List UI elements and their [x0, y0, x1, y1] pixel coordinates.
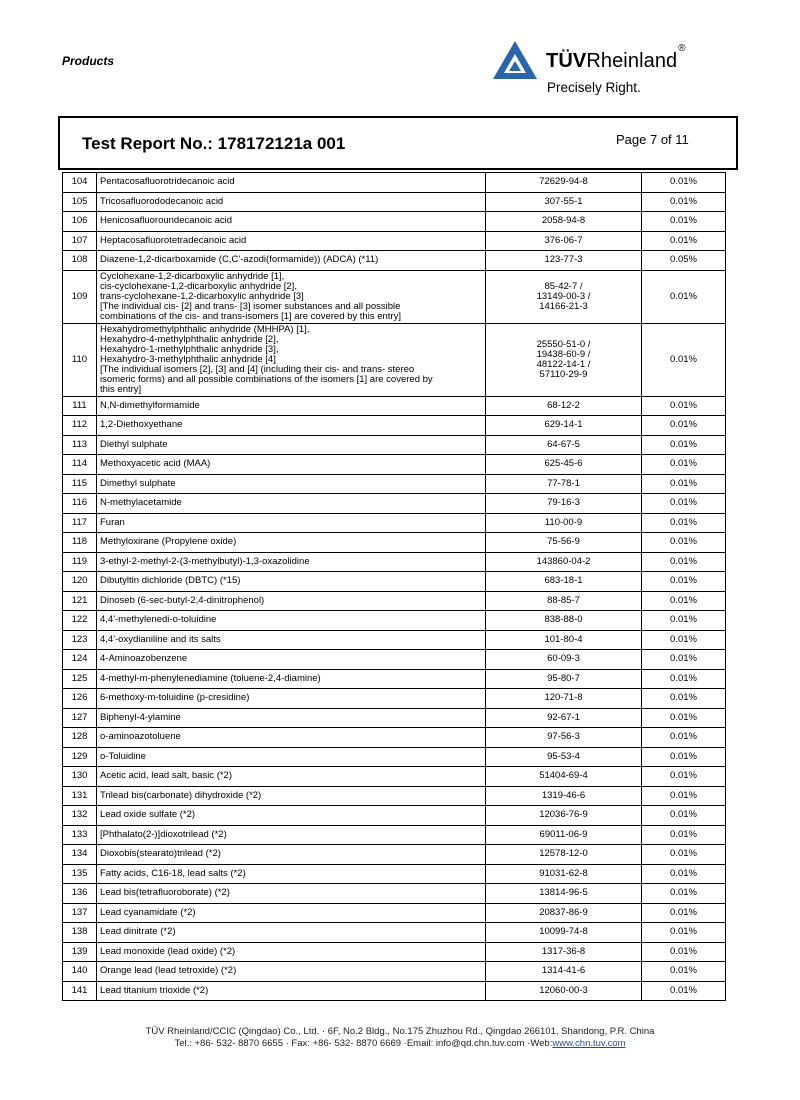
table-row [63, 806, 726, 826]
cas-number-line: 97-56-3 [547, 731, 580, 743]
cas-number [486, 864, 642, 884]
row-number: 137 [63, 903, 97, 923]
substance-name-line: o-Toluidine [100, 750, 146, 762]
report-title: Test Report No.: 178172121a 001 [82, 134, 346, 153]
substance-name [97, 669, 486, 689]
table-row [63, 552, 726, 572]
cas-number [486, 173, 642, 193]
row-number: 119 [63, 552, 97, 572]
row-number: 107 [63, 231, 97, 251]
substance-name-line: Pentacosafluorotridecanoic acid [100, 176, 235, 188]
cas-number-line: 95-53-4 [547, 750, 580, 762]
substance-name-line: [Phthalato(2-)]dioxotrilead (*2) [100, 828, 227, 840]
table-row [63, 825, 726, 845]
row-number: 105 [63, 192, 97, 212]
cas-number-line: 120-71-8 [544, 692, 583, 704]
table-row [63, 416, 726, 436]
table-row [63, 747, 726, 767]
table-row [63, 494, 726, 514]
cas-number [486, 455, 642, 475]
substance-name-line: Henicosafluoroundecanoic acid [100, 215, 233, 227]
substance-name-line: Acetic acid, lead salt, basic (*2) [100, 770, 233, 782]
substance-table [62, 172, 726, 1001]
cas-number-line: 77-78-1 [547, 477, 580, 489]
cas-number [486, 669, 642, 689]
table-row [63, 611, 726, 631]
substance-name [97, 689, 486, 709]
cas-number [486, 981, 642, 1001]
tuv-rheinland-logo [492, 38, 732, 100]
substance-name [97, 708, 486, 728]
limit-value: 0.01% [642, 767, 726, 787]
row-number: 115 [63, 474, 97, 494]
substance-name [97, 962, 486, 982]
cas-number [486, 416, 642, 436]
substance-name-line: Hexahydro-3-methylphthalic anhydride [4] [100, 353, 276, 365]
row-number: 121 [63, 591, 97, 611]
cas-number-line: 376-06-7 [544, 234, 583, 246]
limit-value: 0.01% [642, 474, 726, 494]
substance-name-line: Dibutyltin dichloride (DBTC) (*15) [100, 575, 241, 587]
cas-number [486, 192, 642, 212]
report-header-box [58, 116, 738, 170]
cas-number-line: 1314-41-6 [541, 965, 586, 977]
cas-number-line: 51404-69-4 [539, 770, 588, 782]
website-link[interactable]: www.chn.tuv.com [552, 1037, 626, 1049]
substance-name [97, 513, 486, 533]
row-number: 134 [63, 845, 97, 865]
cas-number-line: 48122-14-1 / [536, 358, 591, 370]
table-row [63, 884, 726, 904]
substance-name-line: Lead dinitrate (*2) [100, 926, 176, 938]
row-number: 127 [63, 708, 97, 728]
limit-value: 0.01% [642, 747, 726, 767]
cas-number [486, 572, 642, 592]
substance-name [97, 323, 486, 396]
row-number: 129 [63, 747, 97, 767]
row-number: 132 [63, 806, 97, 826]
cas-number-line: 10099-74-8 [539, 926, 588, 938]
substance-name-line: Tricosafluorododecanoic acid [100, 195, 224, 207]
substance-name-line: Dimethyl sulphate [100, 477, 176, 489]
cas-number-line: 110-00-9 [544, 516, 583, 528]
cas-number [486, 962, 642, 982]
substance-name [97, 981, 486, 1001]
substance-name-line: 4-Aminoazobenzene [100, 653, 188, 665]
limit-value: 0.01% [642, 962, 726, 982]
limit-value: 0.01% [642, 552, 726, 572]
cas-number [486, 533, 642, 553]
row-number: 139 [63, 942, 97, 962]
limit-value: 0.01% [642, 689, 726, 709]
row-number: 109 [63, 270, 97, 323]
limit-value: 0.01% [642, 884, 726, 904]
cas-number [486, 650, 642, 670]
cas-number-line: 625-45-6 [544, 458, 583, 470]
substance-name-line: Hexahydro-1-methylphthalic anhydride [3], [100, 343, 279, 355]
substance-name [97, 630, 486, 650]
limit-value: 0.01% [642, 572, 726, 592]
cas-number-line: 683-18-1 [544, 575, 583, 587]
logo-wordmark: TÜVRheinland® [546, 43, 686, 72]
table-row [63, 533, 726, 553]
table-row [63, 923, 726, 943]
substance-name [97, 455, 486, 475]
cas-number [486, 270, 642, 323]
cas-number-line: 95-80-7 [547, 672, 580, 684]
substance-name [97, 173, 486, 193]
row-number: 120 [63, 572, 97, 592]
substance-name-line: Lead oxide sulfate (*2) [100, 809, 196, 821]
cas-number [486, 591, 642, 611]
cas-number [486, 767, 642, 787]
limit-value: 0.01% [642, 212, 726, 232]
table-row [63, 864, 726, 884]
table-row [63, 212, 726, 232]
limit-value: 0.01% [642, 455, 726, 475]
cas-number [486, 786, 642, 806]
limit-value: 0.01% [642, 845, 726, 865]
table-row [63, 708, 726, 728]
limit-value: 0.01% [642, 611, 726, 631]
limit-value: 0.01% [642, 650, 726, 670]
cas-number [486, 396, 642, 416]
cas-number [486, 323, 642, 396]
row-number: 111 [63, 396, 97, 416]
substance-name [97, 845, 486, 865]
substance-name-line: [The individual isomers [2], [3] and [4] (including their cis- and trans- stereo [100, 363, 415, 375]
substance-name [97, 611, 486, 631]
substance-name-line: Heptacosafluorotetradecanoic acid [100, 234, 247, 246]
row-number: 140 [63, 962, 97, 982]
limit-value: 0.01% [642, 806, 726, 826]
cas-number-line: 64-67-5 [547, 438, 580, 450]
table-row [63, 231, 726, 251]
cas-number-line: 123-77-3 [544, 254, 583, 266]
substance-name-line: Fatty acids, C16-18, lead salts (*2) [100, 867, 246, 879]
cas-number [486, 942, 642, 962]
footer-address: TÜV Rheinland/CCIC (Qingdao) Co., Ltd. · 6F, No.2 Bldg., No.175 Zhuzhou Rd., Qingdao 266101, Shandong, P.R. China [145, 1026, 655, 1037]
cas-number [486, 231, 642, 251]
limit-value: 0.01% [642, 192, 726, 212]
substance-name-line: Hexahydro-4-methylphthalic anhydride [2], [100, 333, 279, 345]
substance-name-line: 6-methoxy-m-toluidine (p-cresidine) [100, 692, 250, 704]
limit-value: 0.05% [642, 251, 726, 271]
table-row [63, 435, 726, 455]
substance-name [97, 728, 486, 748]
table-row [63, 669, 726, 689]
table-row [63, 251, 726, 271]
substance-name-line: Lead titanium trioxide (*2) [100, 984, 209, 996]
cas-number [486, 708, 642, 728]
cas-number-line: 19438-60-9 / [536, 348, 591, 360]
section-label: Products [62, 54, 115, 68]
substance-name-line: isomeric forms) and all possible combinations of the isomers [1] are covered by [100, 373, 433, 385]
table-row [63, 323, 726, 396]
limit-value: 0.01% [642, 669, 726, 689]
table-row [63, 767, 726, 787]
cas-number [486, 747, 642, 767]
limit-value: 0.01% [642, 942, 726, 962]
substance-name-line: N-methylacetamide [100, 497, 182, 509]
cas-number-line: 12060-00-3 [539, 984, 588, 996]
table-row [63, 630, 726, 650]
limit-value: 0.01% [642, 864, 726, 884]
substance-name-line: 4,4'-oxydianiline and its salts [100, 633, 221, 645]
substance-name-line: 4,4'-methylenedi-o-toluidine [100, 614, 217, 626]
cas-number-line: 14166-21-3 [539, 300, 588, 312]
substance-name-line: Diazene-1,2-dicarboxamide (C,C'-azodi(formamide)) (ADCA) (*11) [100, 254, 379, 266]
substance-name [97, 825, 486, 845]
substance-name-line: Lead bis(tetrafluoroborate) (*2) [100, 887, 230, 899]
table-row [63, 981, 726, 1001]
substance-name-line: Hexahydromethylphthalic anhydride (MHHPA) [1], [100, 323, 310, 335]
row-number: 130 [63, 767, 97, 787]
limit-value: 0.01% [642, 173, 726, 193]
table-row [63, 962, 726, 982]
cas-number [486, 884, 642, 904]
table-row [63, 192, 726, 212]
cas-number-line: 72629-94-8 [539, 176, 588, 188]
substance-name [97, 806, 486, 826]
cas-number [486, 845, 642, 865]
substance-name-line: Diethyl sulphate [100, 438, 168, 450]
substance-name [97, 212, 486, 232]
substance-name-line: o-aminoazotoluene [100, 731, 181, 743]
cas-number-line: 20837-86-9 [539, 906, 588, 918]
row-number: 126 [63, 689, 97, 709]
substance-name-line: 1,2-Diethoxyethane [100, 419, 183, 431]
limit-value: 0.01% [642, 416, 726, 436]
substance-name [97, 192, 486, 212]
row-number: 122 [63, 611, 97, 631]
substance-name [97, 396, 486, 416]
page-footer [0, 1026, 800, 1049]
cas-number-line: 60-09-3 [547, 653, 580, 665]
cas-number-line: 92-67-1 [547, 711, 580, 723]
cas-number [486, 825, 642, 845]
substance-name-line: 4-methyl-m-phenylenediamine (toluene-2,4-diamine) [100, 672, 321, 684]
row-number: 133 [63, 825, 97, 845]
row-number: 131 [63, 786, 97, 806]
substance-name-line: Lead cyanamidate (*2) [100, 906, 196, 918]
table-row [63, 572, 726, 592]
row-number: 135 [63, 864, 97, 884]
cas-number-line: 88-85-7 [547, 594, 580, 606]
cas-number [486, 689, 642, 709]
table-row [63, 396, 726, 416]
row-number: 123 [63, 630, 97, 650]
row-number: 118 [63, 533, 97, 553]
cas-number-line: 307-55-1 [544, 195, 583, 207]
row-number: 117 [63, 513, 97, 533]
cas-number-line: 75-56-9 [547, 536, 580, 548]
limit-value: 0.01% [642, 513, 726, 533]
limit-value: 0.01% [642, 981, 726, 1001]
row-number: 113 [63, 435, 97, 455]
cas-number-line: 68-12-2 [547, 399, 580, 411]
table-row [63, 513, 726, 533]
table-row [63, 728, 726, 748]
substance-name [97, 767, 486, 787]
cas-number-line: 2058-94-8 [541, 215, 586, 227]
substance-name [97, 942, 486, 962]
cas-number [486, 552, 642, 572]
tuv-triangle-logo-icon [492, 40, 538, 80]
cas-number [486, 494, 642, 514]
substance-name-line: Methyloxirane (Propylene oxide) [100, 536, 237, 548]
limit-value: 0.01% [642, 825, 726, 845]
substance-name [97, 591, 486, 611]
cas-number-line: 629-14-1 [544, 419, 583, 431]
substance-name-line: Orange lead (lead tetroxide) (*2) [100, 965, 237, 977]
substance-name [97, 416, 486, 436]
limit-value: 0.01% [642, 270, 726, 323]
limit-value: 0.01% [642, 323, 726, 396]
substance-name-line: cis-cyclohexane-1,2-dicarboxylic anhydride [2], [100, 280, 297, 292]
page-number: Page 7 of 11 [616, 132, 689, 147]
cas-number [486, 435, 642, 455]
cas-number-line: 1317-36-8 [541, 945, 586, 957]
table-row [63, 270, 726, 323]
substance-name-line: Dioxobis(stearato)trilead (*2) [100, 848, 221, 860]
cas-number-line: 79-16-3 [547, 497, 580, 509]
cas-number [486, 611, 642, 631]
substance-name-line: combinations of the cis- and trans-isomers [1] are covered by this entry] [100, 310, 401, 322]
row-number: 108 [63, 251, 97, 271]
cas-number-line: 91031-62-8 [539, 867, 588, 879]
row-number: 110 [63, 323, 97, 396]
cas-number [486, 474, 642, 494]
cas-number-line: 13149-00-3 / [536, 290, 591, 302]
substance-name [97, 231, 486, 251]
row-number: 106 [63, 212, 97, 232]
row-number: 124 [63, 650, 97, 670]
substance-name [97, 474, 486, 494]
substance-name [97, 903, 486, 923]
cas-number [486, 903, 642, 923]
table-row [63, 786, 726, 806]
substance-name [97, 864, 486, 884]
limit-value: 0.01% [642, 630, 726, 650]
substance-name-line: Dinoseb (6-sec-butyl-2,4-dinitrophenol) [100, 594, 265, 606]
limit-value: 0.01% [642, 923, 726, 943]
row-number: 141 [63, 981, 97, 1001]
limit-value: 0.01% [642, 533, 726, 553]
cas-number-line: 57110-29-9 [539, 368, 588, 380]
limit-value: 0.01% [642, 494, 726, 514]
row-number: 128 [63, 728, 97, 748]
table-row [63, 650, 726, 670]
row-number: 125 [63, 669, 97, 689]
cas-number [486, 251, 642, 271]
substance-name-line: Cyclohexane-1,2-dicarboxylic anhydride [1], [100, 270, 285, 282]
substance-name-line: Methoxyacetic acid (MAA) [100, 458, 211, 470]
substance-name [97, 884, 486, 904]
substance-name-line: N,N-dimethylformamide [100, 399, 200, 411]
limit-value: 0.01% [642, 231, 726, 251]
row-number: 112 [63, 416, 97, 436]
substance-name [97, 435, 486, 455]
substance-name [97, 572, 486, 592]
limit-value: 0.01% [642, 435, 726, 455]
cas-number-line: 12578-12-0 [539, 848, 588, 860]
substance-name [97, 494, 486, 514]
limit-value: 0.01% [642, 786, 726, 806]
limit-value: 0.01% [642, 903, 726, 923]
table-row [63, 942, 726, 962]
substance-name-line: Furan [100, 516, 125, 528]
row-number: 114 [63, 455, 97, 475]
cas-number [486, 923, 642, 943]
cas-number-line: 69011-06-9 [539, 828, 588, 840]
substance-name-line: Lead monoxide (lead oxide) (*2) [100, 945, 236, 957]
substance-name-line: 3-ethyl-2-methyl-2-(3-methylbutyl)-1,3-oxazolidine [100, 555, 310, 567]
substance-name [97, 270, 486, 323]
table-row [63, 474, 726, 494]
cas-number [486, 513, 642, 533]
cas-number [486, 212, 642, 232]
substance-name [97, 533, 486, 553]
limit-value: 0.01% [642, 591, 726, 611]
cas-number [486, 806, 642, 826]
substance-name-line: Biphenyl-4-ylamine [100, 711, 181, 723]
logo-tagline: Precisely Right. [547, 80, 641, 95]
limit-value: 0.01% [642, 396, 726, 416]
substance-name [97, 552, 486, 572]
table-row [63, 173, 726, 193]
substance-name [97, 786, 486, 806]
cas-number [486, 728, 642, 748]
table-row [63, 455, 726, 475]
substance-name-line: [The individual cis- [2] and trans- [3] isomer substances and all possible [100, 300, 401, 312]
table-row [63, 903, 726, 923]
table-row [63, 845, 726, 865]
table-row [63, 689, 726, 709]
cas-number-line: 143860-04-2 [536, 555, 591, 567]
substance-name [97, 251, 486, 271]
footer-contact: Tel.: +86- 532- 8870 6655 · Fax: +86- 532- 8870 6669 ·Email: info@qd.chn.tuv.com ·Web:www.chn.tuv.com [174, 1037, 626, 1049]
cas-number-line: 12036-76-9 [539, 809, 588, 821]
substance-name-line: Trilead bis(carbonate) dihydroxide (*2) [100, 789, 262, 801]
substance-name [97, 923, 486, 943]
cas-number-line: 101-80-4 [544, 633, 583, 645]
cas-number-line: 25550-51-0 / [536, 338, 591, 350]
row-number: 104 [63, 173, 97, 193]
table-row [63, 591, 726, 611]
row-number: 136 [63, 884, 97, 904]
substance-name-line: trans-cyclohexane-1,2-dicarboxylic anhydride [3] [100, 290, 304, 302]
substance-name [97, 747, 486, 767]
limit-value: 0.01% [642, 728, 726, 748]
substance-name-line: this entry] [100, 383, 142, 395]
cas-number-line: 13814-96-5 [539, 887, 588, 899]
cas-number [486, 630, 642, 650]
substance-name [97, 650, 486, 670]
row-number: 116 [63, 494, 97, 514]
limit-value: 0.01% [642, 708, 726, 728]
row-number: 138 [63, 923, 97, 943]
cas-number-line: 1319-46-6 [541, 789, 586, 801]
cas-number-line: 838-88-0 [544, 614, 583, 626]
cas-number-line: 85-42-7 / [544, 280, 583, 292]
